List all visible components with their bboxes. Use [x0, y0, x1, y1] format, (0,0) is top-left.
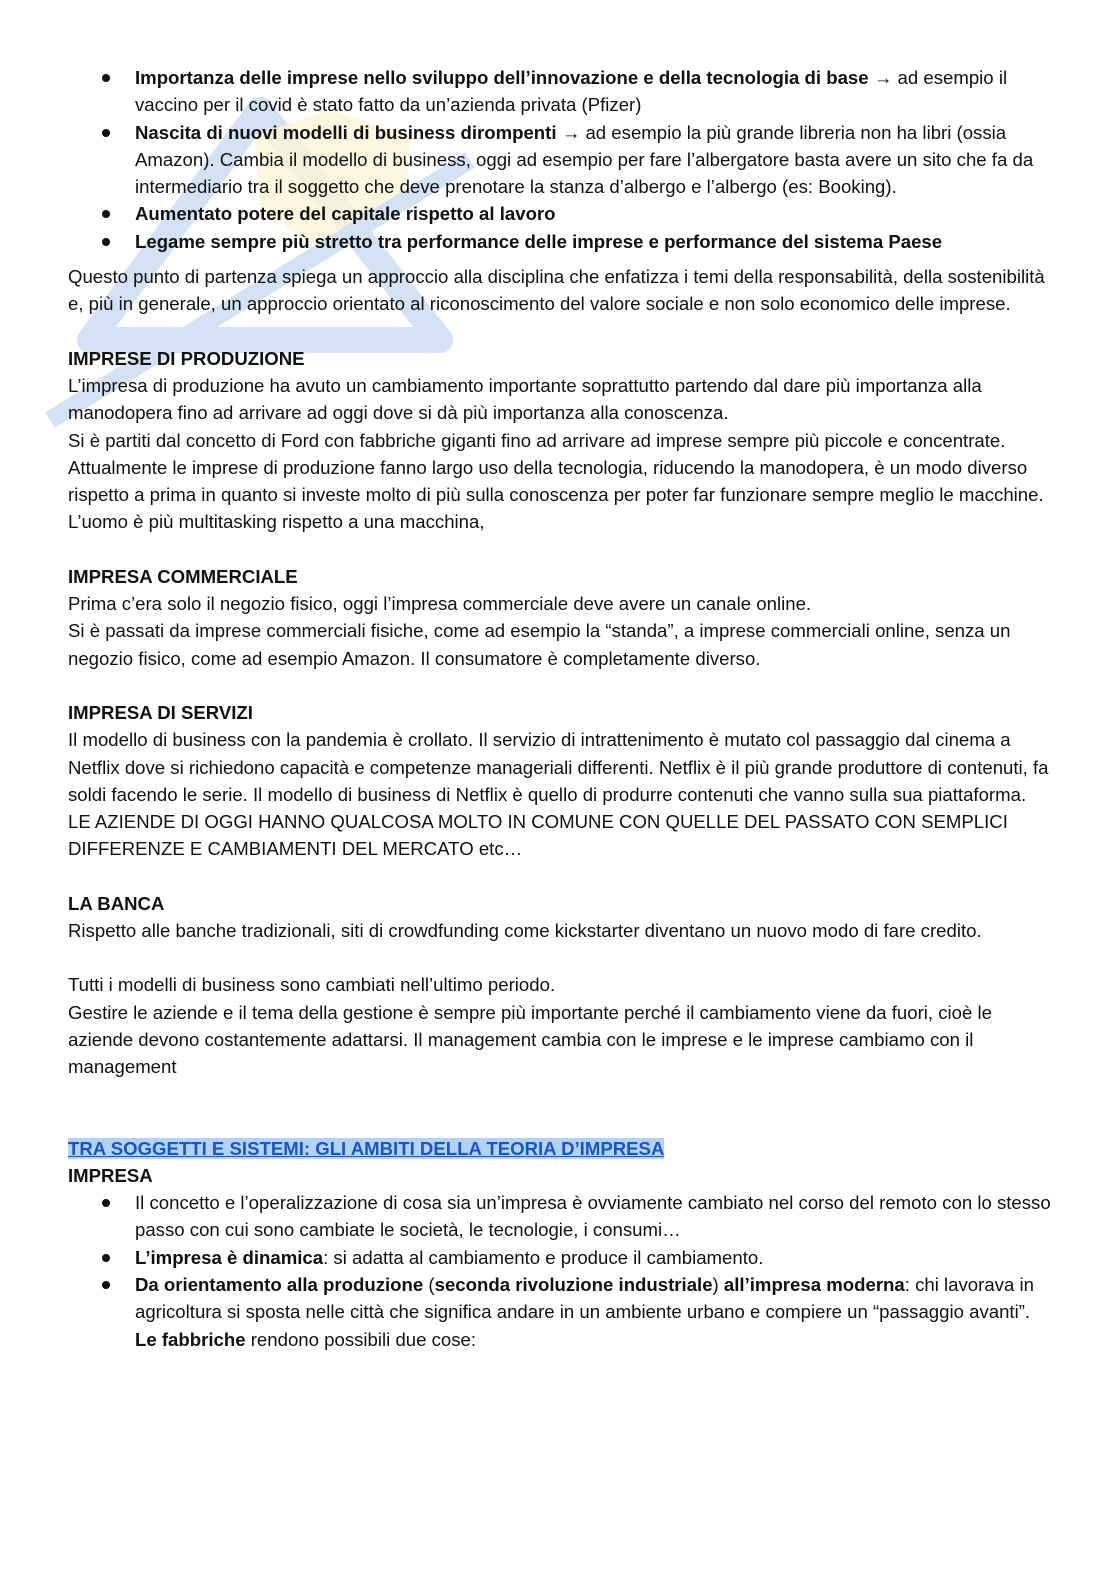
heading-commerciale: IMPRESA COMMERCIALE	[68, 565, 298, 587]
list-item: Il concetto e l’operalizzazione di cosa sia un’impresa è ovviamente cambiato nel corso del remoto con lo stesso passo con cui sono cambiate le società, le tecnologie, i consumi…	[68, 1189, 1056, 1244]
paragraph: Gestire le aziende e il tema della gestione è sempre più importante perché il cambiamento viene da fuori, cioè le aziende devono costantemente adattarsi. Il management cambia con le imprese e le imprese cambiamo con il management	[68, 1001, 992, 1078]
list-item: Aumentato potere del capitale rispetto al lavoro	[68, 200, 1056, 227]
heading-servizi: IMPRESA DI SERVIZI	[68, 701, 253, 723]
top-bullet-list	[68, 64, 1056, 255]
list-item: Legame sempre più stretto tra performance delle imprese e performance del sistema Paese	[68, 228, 1056, 255]
paragraph: Il modello di business con la pandemia è crollato. Il servizio di intrattenimento è mutato col passaggio dal cinema a Netflix dove si richiedono capacità e competenze manageriali differenti. Netflix è il più grande produttore di contenuti, fa soldi facendo le serie. Il modello di business di Netflix è quello di produrre contenuti che vanno sulla sua piattaforma.	[68, 729, 1049, 805]
impresa-bullet-list	[68, 1189, 1056, 1353]
section-title-link[interactable]: TRA SOGGETTI E SISTEMI: GLI AMBITI DELLA TEORIA D’IMPRESA	[68, 1137, 665, 1159]
bullet-icon	[102, 129, 110, 137]
paragraph: Tutti i modelli di business sono cambiati nell’ultimo periodo.	[68, 974, 556, 996]
list-item: Importanza delle imprese nello sviluppo dell’innovazione e della tecnologia di base → ad esempio il vaccino per il covid è stato fatto da un’azienda privata (Pfizer)	[68, 64, 1056, 119]
list-item: Da orientamento alla produzione (seconda rivoluzione industriale) all’impresa moderna: chi lavorava in agricoltura si sposta nelle città che significa andare in un ambiente urbano e compiere un “passaggio avanti”. Le fabbriche rendono possibili due cose:	[68, 1271, 1056, 1353]
bullet-icon	[102, 74, 110, 82]
list-item: Nascita di nuovi modelli di business dirompenti → ad esempio la più grande libreria non ha libri (ossia Amazon). Cambia il modello di business, oggi ad esempio per fare l’albergatore basta avere un sito che fa da intermediario tra il soggetto che deve prenotare la stanza d’albergo e l’albergo (es: Booking).	[68, 119, 1056, 201]
paragraph: Prima c’era solo il negozio fisico, oggi l’impresa commerciale deve avere un canale online.	[68, 593, 812, 615]
heading-banca: LA BANCA	[68, 892, 165, 914]
document-page	[68, 64, 1056, 1353]
bullet-icon	[102, 1199, 110, 1207]
section-link-paragraph	[68, 1135, 1056, 1162]
list-item: L’impresa è dinamica: si adatta al cambiamento e produce il cambiamento.	[68, 1244, 1056, 1271]
heading-produzione: IMPRESE DI PRODUZIONE	[68, 347, 305, 369]
paragraph: Attualmente le imprese di produzione fanno largo uso della tecnologia, riducendo la manodopera, è un modo diverso rispetto a prima in quanto si investe molto di più sulla conoscenza per poter far funzionare sempre meglio le macchine. L’uomo è più multitasking rispetto a una macchina,	[68, 456, 1044, 533]
paragraph: L’impresa di produzione ha avuto un cambiamento importante soprattutto partendo dal dare più importanza alla manodopera fino ad arrivare ad oggi dove si dà più importanza alla conoscenza.	[68, 374, 982, 424]
paragraph: Rispetto alle banche tradizionali, siti di crowdfunding come kickstarter diventano un nuovo modo di fare credito.	[68, 920, 982, 942]
bullet-icon	[102, 1254, 110, 1262]
paragraph: LE AZIENDE DI OGGI HANNO QUALCOSA MOLTO IN COMUNE CON QUELLE DEL PASSATO CON SEMPLICI DIFFERENZE E CAMBIAMENTI DEL MERCATO etc…	[68, 811, 1008, 860]
bullet-icon	[102, 238, 110, 246]
bullet-icon	[102, 210, 110, 218]
heading-impresa: IMPRESA	[68, 1164, 153, 1186]
paragraph: Si è passati da imprese commerciali fisiche, come ad esempio la “standa”, a imprese commerciali online, senza un negozio fisico, come ad esempio Amazon. Il consumatore è completamente diverso.	[68, 620, 1011, 669]
intro-paragraph: Questo punto di partenza spiega un approccio alla disciplina che enfatizza i temi della responsabilità, della sostenibilità e, più in generale, un approccio orientato al riconoscimento del valore sociale e non solo economico delle imprese.	[68, 266, 1045, 315]
bullet-icon	[102, 1281, 110, 1289]
paragraph: Si è partiti dal concetto di Ford con fabbriche giganti fino ad arrivare ad imprese sempre più piccole e concentrate.	[68, 429, 1006, 451]
